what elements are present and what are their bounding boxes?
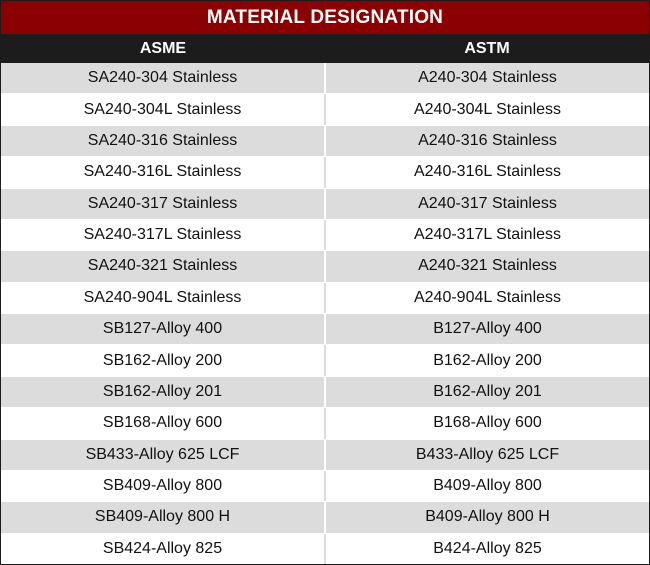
cell-astm: B433-Alloy 625 LCF	[324, 440, 649, 470]
cell-astm: B424-Alloy 825	[324, 534, 649, 564]
column-header-astm: ASTM	[464, 40, 510, 57]
table-row	[1, 282, 649, 313]
cell-astm: A240-316 Stainless	[324, 126, 649, 156]
table-body	[1, 63, 649, 564]
table-row	[1, 93, 649, 124]
table-row	[1, 407, 649, 438]
cell-asme: SA240-316L Stainless	[1, 157, 324, 187]
cell-astm: A240-304 Stainless	[324, 63, 649, 93]
table-row	[1, 376, 649, 407]
cell-asme: SB409-Alloy 800 H	[1, 502, 324, 532]
cell-astm: B127-Alloy 400	[324, 314, 649, 344]
cell-astm: A240-316L Stainless	[324, 157, 649, 187]
table-row	[1, 156, 649, 187]
cell-astm: B162-Alloy 201	[324, 377, 649, 407]
cell-asme: SA240-304L Stainless	[1, 94, 324, 124]
cell-asme: SA240-321 Stainless	[1, 251, 324, 281]
cell-astm: A240-321 Stainless	[324, 251, 649, 281]
cell-asme: SB162-Alloy 201	[1, 377, 324, 407]
table-row	[1, 470, 649, 501]
table-row	[1, 313, 649, 344]
table-row	[1, 344, 649, 375]
cell-astm: B409-Alloy 800 H	[324, 502, 649, 532]
cell-astm: A240-317 Stainless	[324, 189, 649, 219]
table-header-row	[1, 35, 649, 63]
cell-astm: A240-904L Stainless	[324, 283, 649, 313]
cell-astm: B409-Alloy 800	[324, 471, 649, 501]
cell-astm: B168-Alloy 600	[324, 408, 649, 438]
cell-asme: SA240-304 Stainless	[1, 63, 324, 93]
table-row	[1, 188, 649, 219]
table-row	[1, 219, 649, 250]
cell-asme: SB433-Alloy 625 LCF	[1, 440, 324, 470]
cell-asme: SB424-Alloy 825	[1, 534, 324, 564]
table-row	[1, 250, 649, 281]
table-row	[1, 63, 649, 93]
cell-asme: SA240-316 Stainless	[1, 126, 324, 156]
table-row	[1, 501, 649, 532]
cell-asme: SB409-Alloy 800	[1, 471, 324, 501]
table-title: MATERIAL DESIGNATION	[1, 1, 649, 35]
table-row	[1, 125, 649, 156]
cell-asme: SB127-Alloy 400	[1, 314, 324, 344]
cell-asme: SB162-Alloy 200	[1, 345, 324, 375]
cell-astm: A240-317L Stainless	[324, 220, 649, 250]
cell-astm: B162-Alloy 200	[324, 345, 649, 375]
cell-asme: SB168-Alloy 600	[1, 408, 324, 438]
column-header-asme: ASME	[139, 40, 187, 57]
cell-asme: SA240-317L Stainless	[1, 220, 324, 250]
cell-asme: SA240-904L Stainless	[1, 283, 324, 313]
table-row	[1, 533, 649, 564]
cell-astm: A240-304L Stainless	[324, 94, 649, 124]
cell-asme: SA240-317 Stainless	[1, 189, 324, 219]
table-row	[1, 439, 649, 470]
